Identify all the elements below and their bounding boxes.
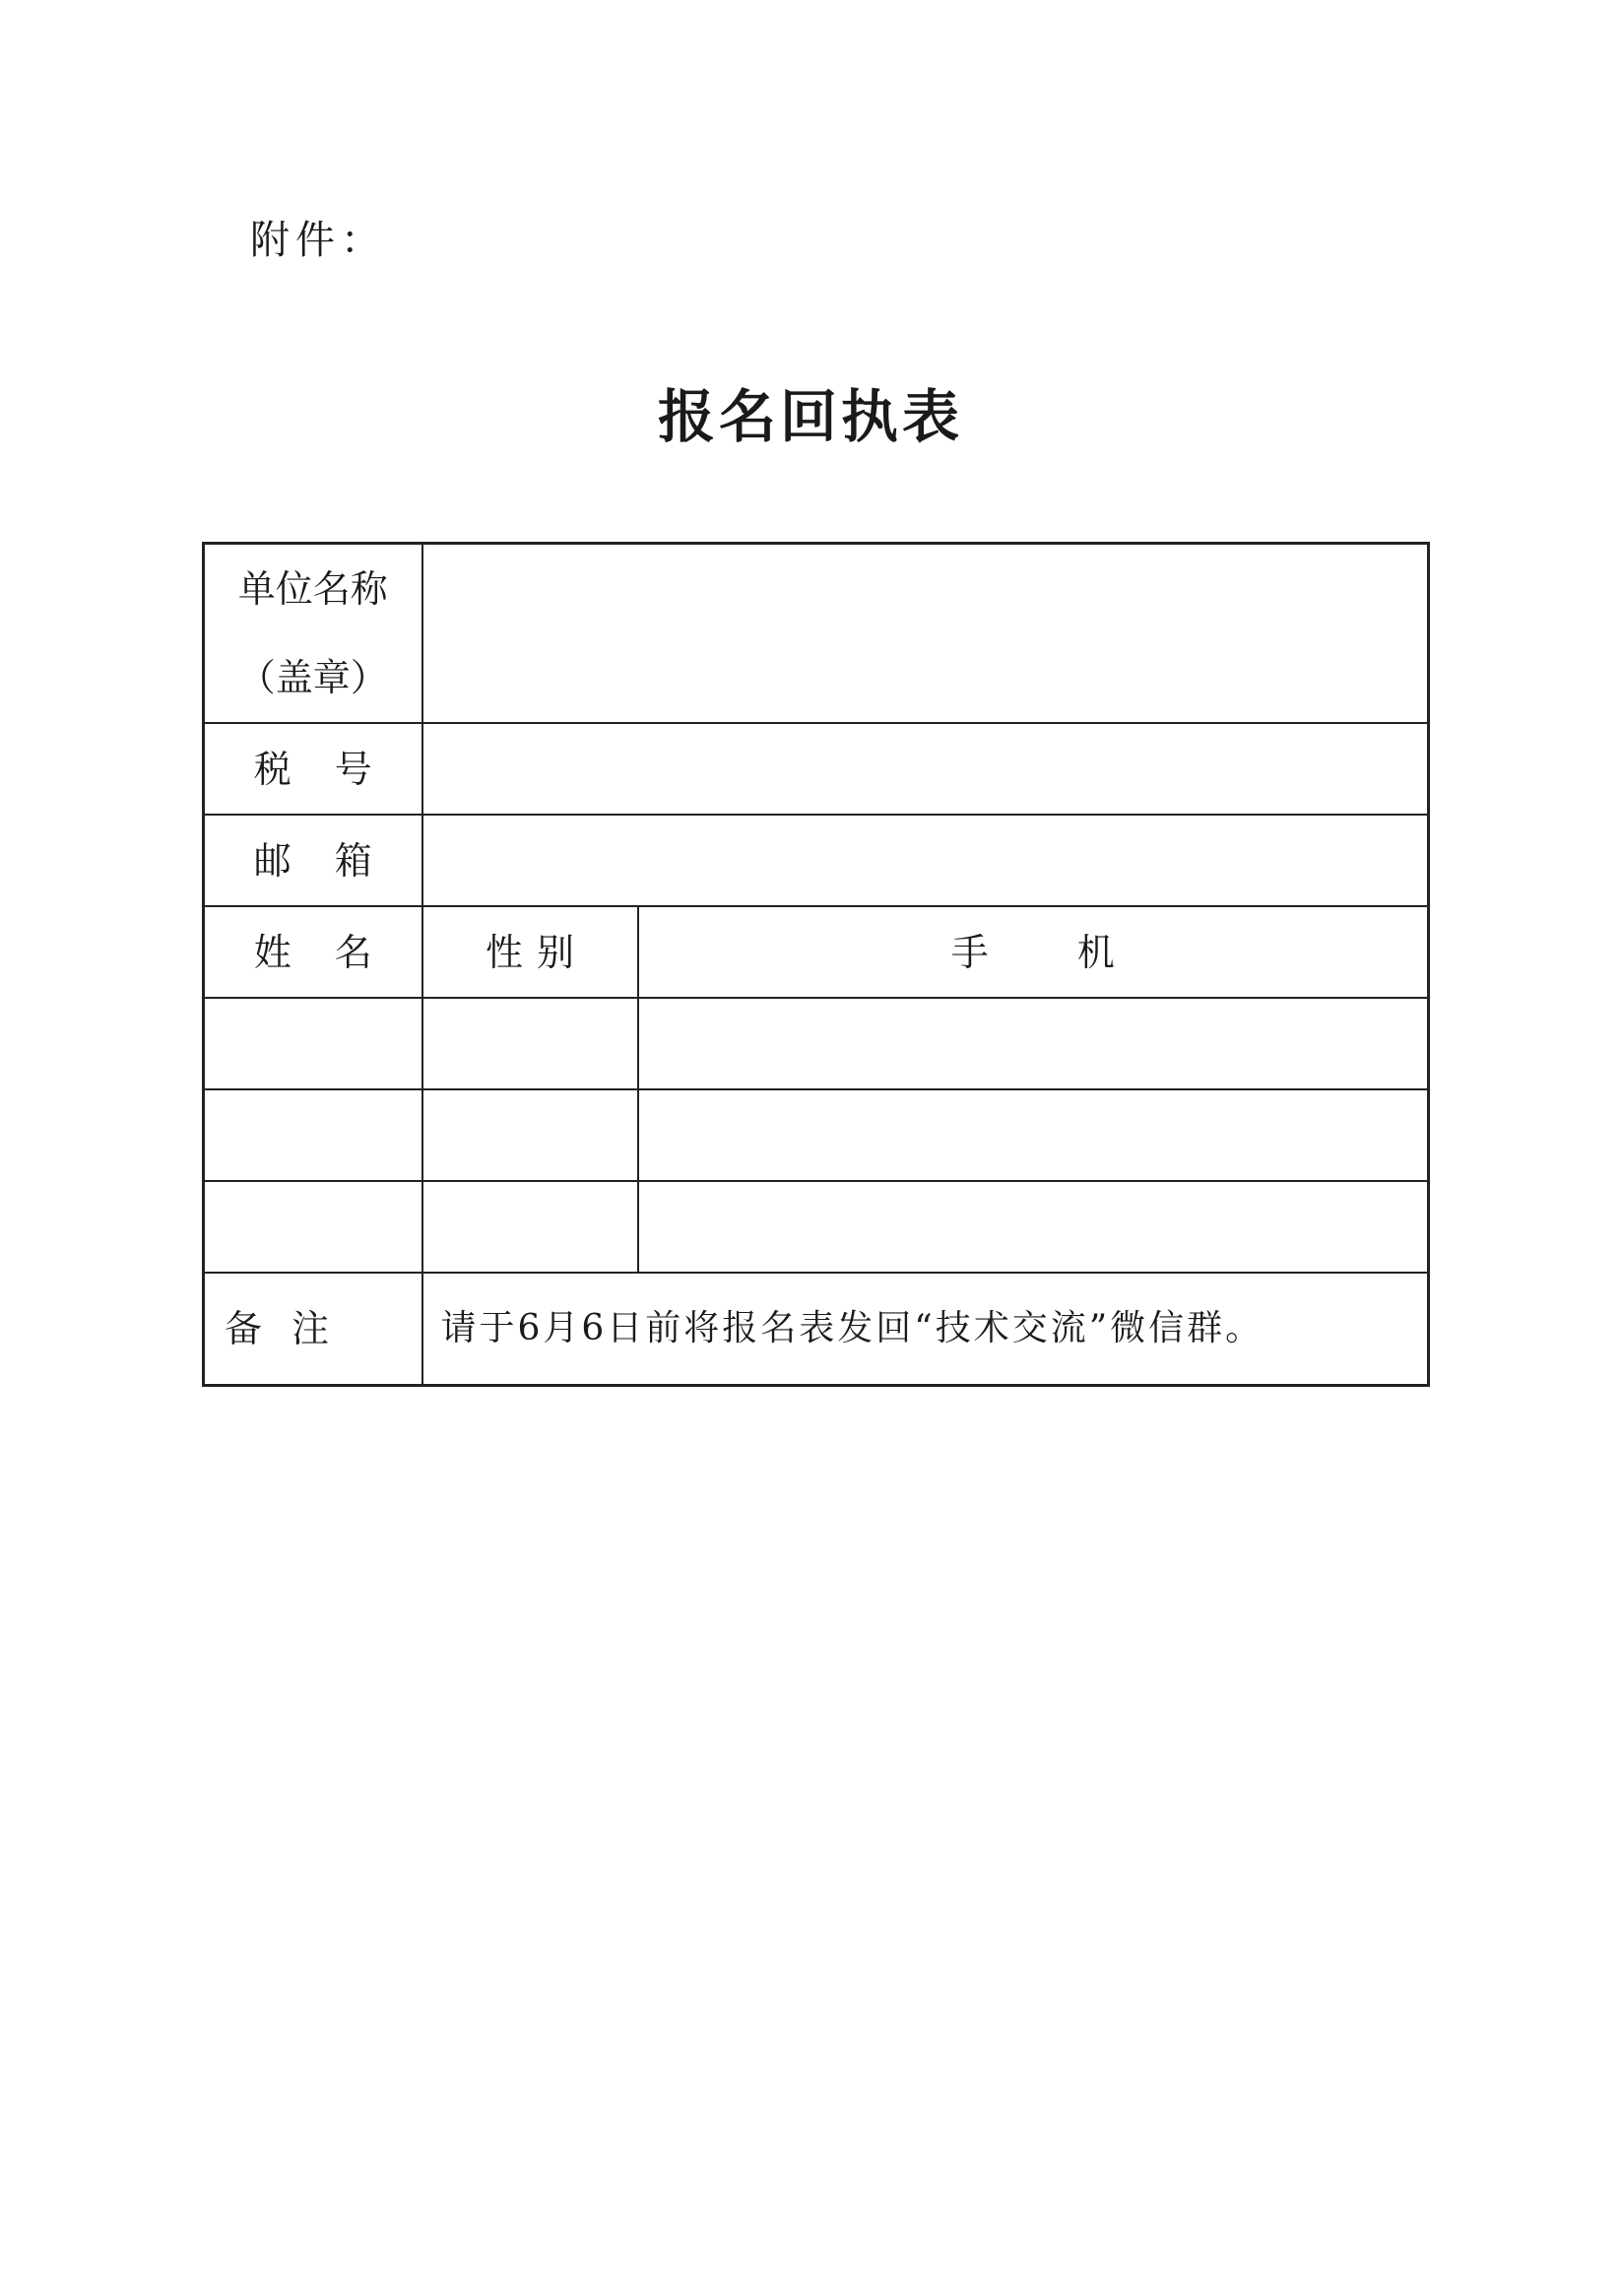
column-header-phone: 手机: [638, 906, 1429, 998]
remarks-row: [204, 1273, 1429, 1386]
attendee-row: [204, 1089, 1429, 1181]
attendee-gender-field[interactable]: [422, 1181, 638, 1273]
attendee-row: [204, 1181, 1429, 1273]
email-field[interactable]: [422, 815, 1429, 906]
tax-id-field[interactable]: [422, 723, 1429, 815]
attendee-phone-field[interactable]: [638, 998, 1429, 1089]
attendee-header-row: [204, 906, 1429, 998]
attendee-gender-field[interactable]: [422, 998, 638, 1089]
attendee-phone-field[interactable]: [638, 1181, 1429, 1273]
tax-id-label: 税号: [204, 723, 422, 815]
attendee-row: [204, 998, 1429, 1089]
attachment-label: 附件：: [250, 218, 386, 263]
attendee-phone-field[interactable]: [638, 1089, 1429, 1181]
registration-receipt-table: [202, 542, 1430, 1387]
form-title: 报名回执表: [657, 383, 963, 450]
unit-name-label: [204, 544, 422, 724]
remarks-text: 请于6月6日前将报名表发回“技术交流”微信群。: [422, 1273, 1429, 1386]
unit-name-label-line1: 单位名称: [237, 567, 388, 611]
attendee-gender-field[interactable]: [422, 1089, 638, 1181]
column-header-name: 姓名: [204, 906, 422, 998]
remarks-label: 备注: [204, 1273, 422, 1386]
tax-id-row: [204, 723, 1429, 815]
attendee-name-field[interactable]: [204, 1089, 422, 1181]
email-row: [204, 815, 1429, 906]
attendee-name-field[interactable]: [204, 998, 422, 1089]
unit-name-field[interactable]: [422, 544, 1429, 724]
email-label: 邮箱: [204, 815, 422, 906]
attendee-name-field[interactable]: [204, 1181, 422, 1273]
unit-name-label-line2: （盖章）: [237, 656, 388, 699]
column-header-gender: 性别: [422, 906, 638, 998]
unit-name-row: [204, 544, 1429, 724]
